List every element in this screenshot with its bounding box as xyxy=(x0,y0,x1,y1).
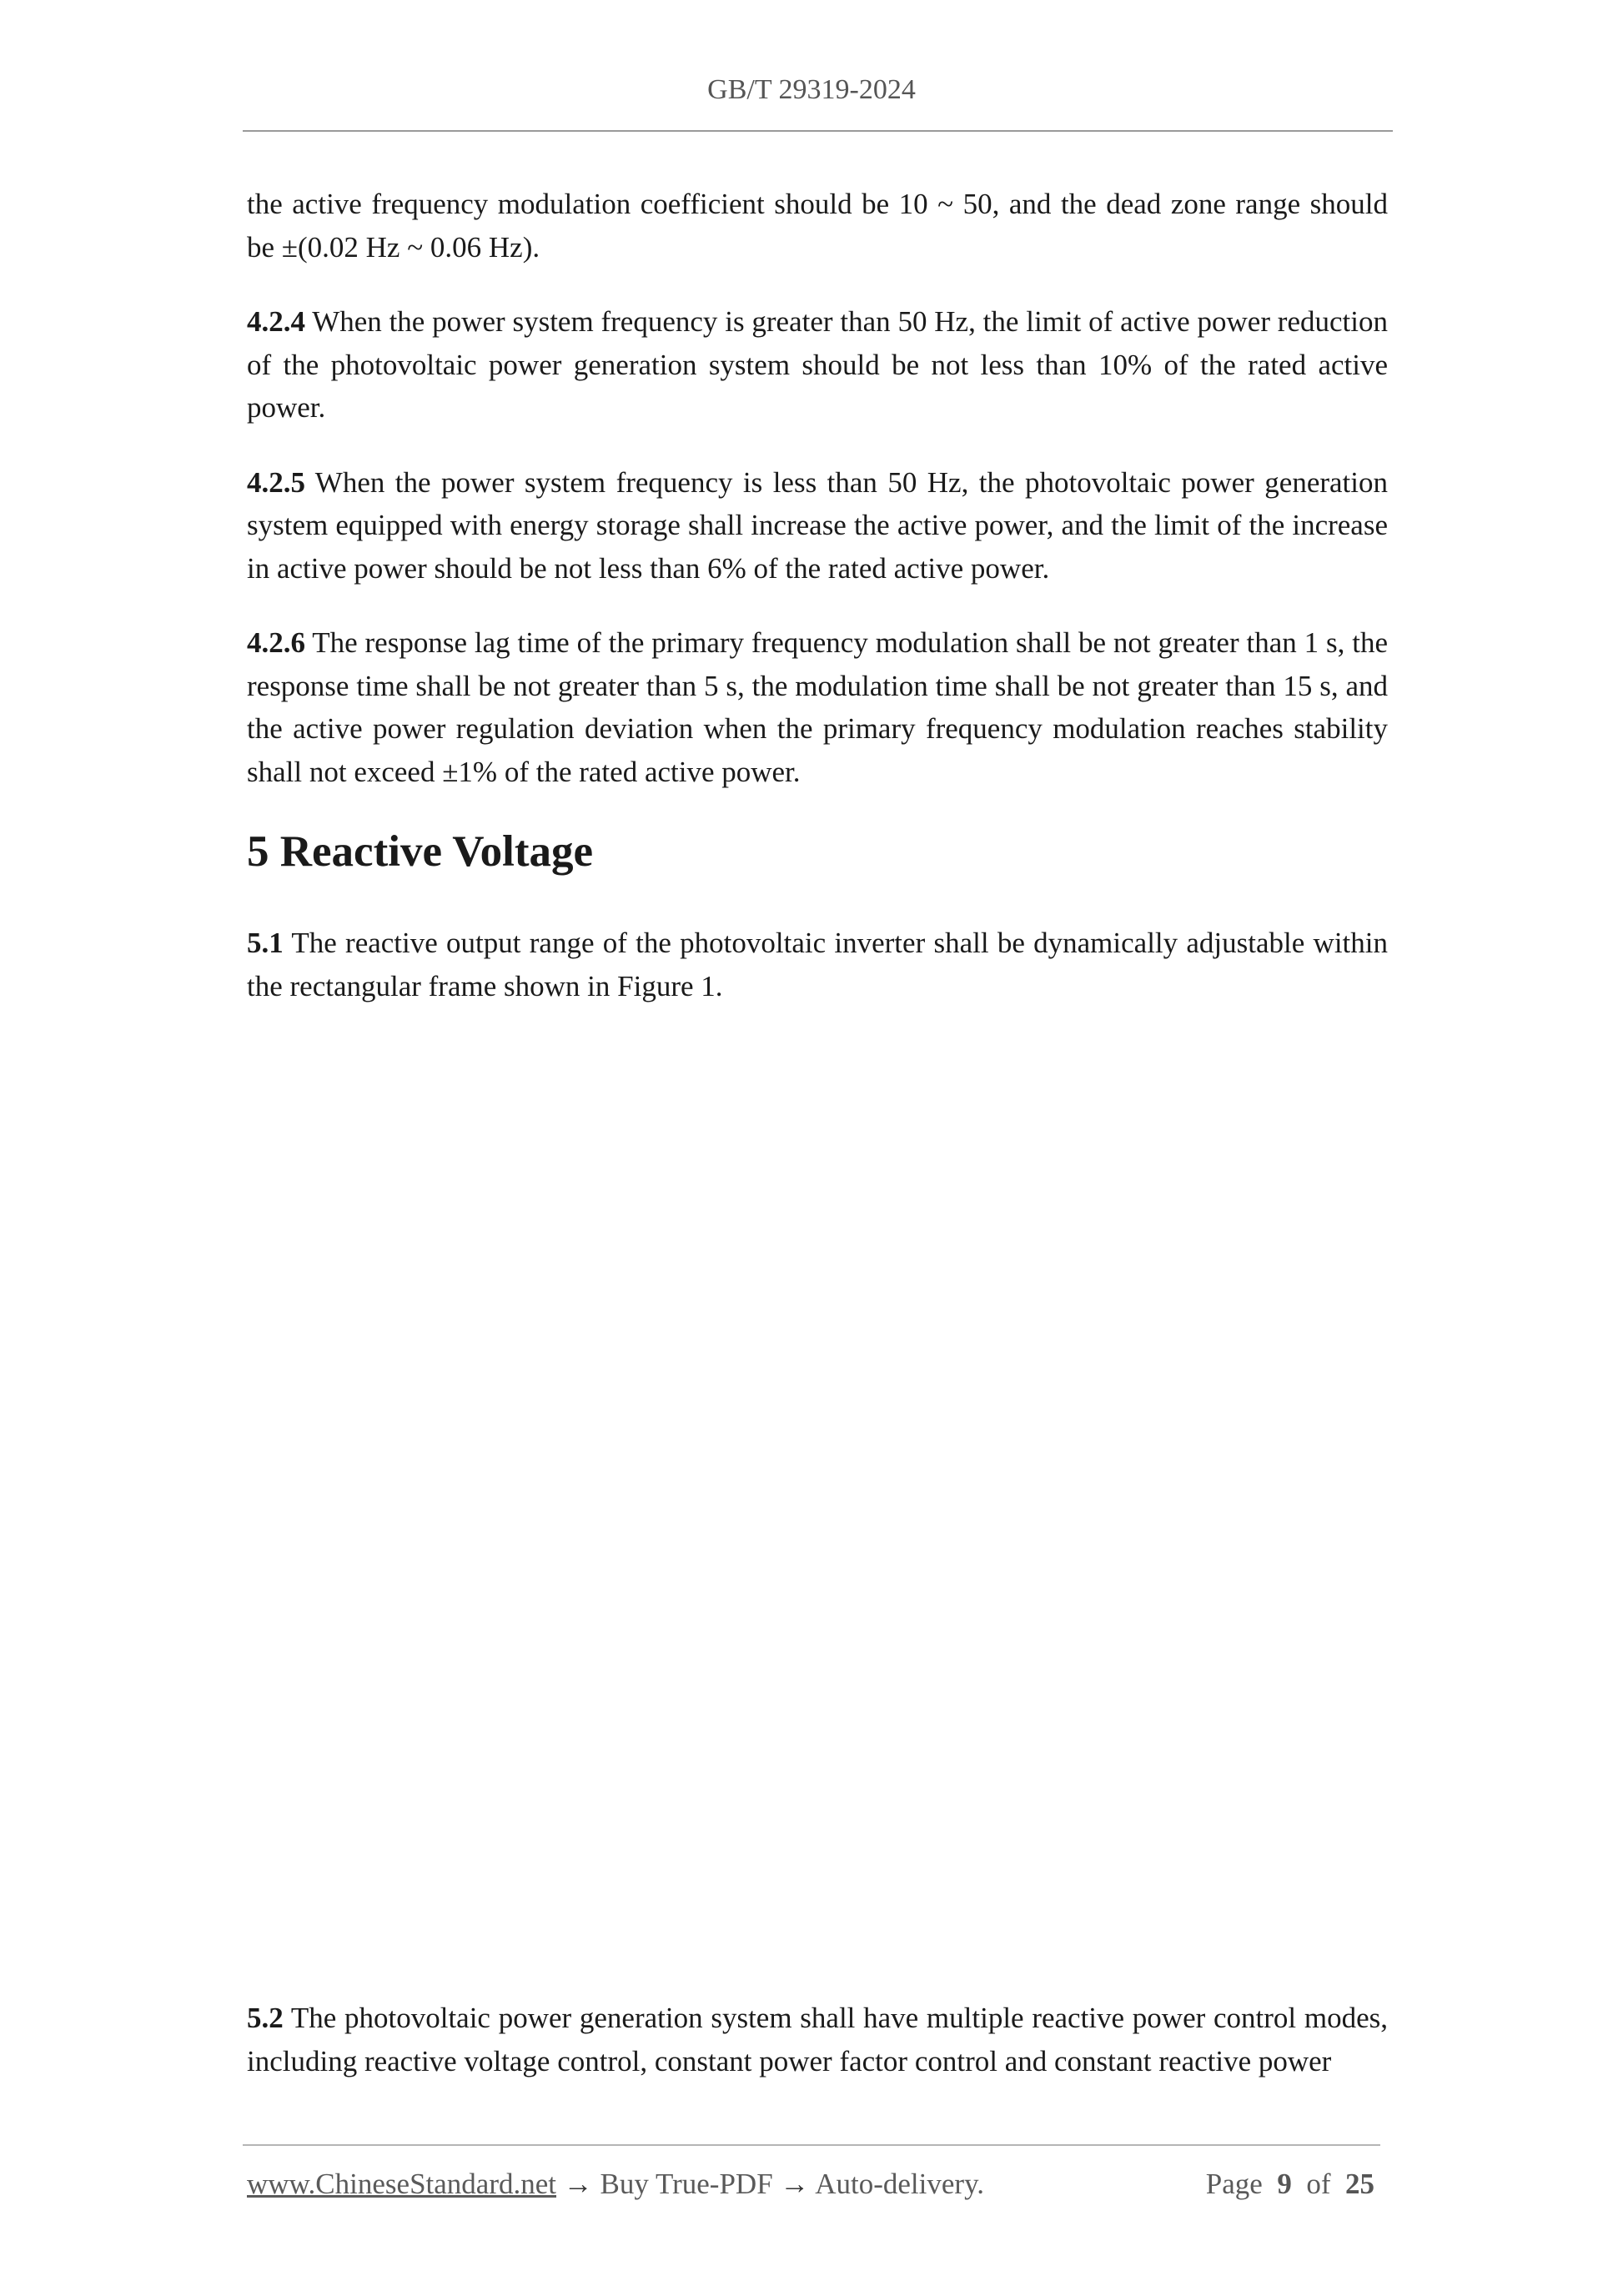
page-indicator xyxy=(1206,2167,1374,2202)
clause-4-2-5 xyxy=(247,461,1388,590)
arrow-right-icon: → xyxy=(780,2168,810,2200)
website-link[interactable]: www.ChineseStandard.net xyxy=(247,2168,556,2200)
page-current: 9 xyxy=(1277,2168,1292,2200)
footer-promo xyxy=(247,2167,984,2202)
clause-number: 5.1 xyxy=(247,927,284,959)
main-content xyxy=(247,183,1388,1039)
page-label: Page xyxy=(1205,2168,1263,2200)
clause-number: 4.2.5 xyxy=(247,465,305,499)
clause-text: The response lag time of the primary frequency modulation shall be not greater than 1 s, the response time shall be not greater than 5 s, the modulation time shall be not greater than 15 s, and the active power regulation deviation when the primary frequency modulation reaches stability shall not exceed ±1% of the rated active power. xyxy=(247,626,1388,788)
header-divider xyxy=(243,130,1393,132)
clause-5-2 xyxy=(247,1997,1388,2082)
paragraph-continuation: the active frequency modulation coefficient should be 10 ~ 50, and the dead zone range should be ±(0.02 Hz ~ 0.06 Hz). xyxy=(247,188,1388,264)
clause-number: 4.2.4 xyxy=(247,305,305,338)
clause-5-1 xyxy=(247,922,1388,1007)
footer-divider xyxy=(243,2144,1380,2146)
page-of: of xyxy=(1306,2168,1331,2200)
clause-text: When the power system frequency is greater than 50 Hz, the limit of active power reduction of the photovoltaic power generation system should be not less than 10% of the rated active power. xyxy=(247,305,1388,424)
section-heading: 5 Reactive Voltage xyxy=(247,827,594,876)
auto-delivery-text: Auto-delivery. xyxy=(809,2168,985,2200)
buy-pdf-text: Buy True-PDF xyxy=(592,2168,781,2200)
arrow-right-icon: → xyxy=(563,2168,593,2200)
clause-text: The reactive output range of the photovoltaic inverter shall be dynamically adjustable within the rectangular frame shown in Figure 1. xyxy=(247,927,1388,1002)
clause-4-2-6 xyxy=(247,621,1388,793)
figure-placeholder xyxy=(247,1034,1388,1952)
main-content-continued xyxy=(247,1997,1388,2114)
clause-number: 4.2.6 xyxy=(247,626,305,659)
clause-number: 5.2 xyxy=(247,2002,284,2034)
clause-4-2-4 xyxy=(247,300,1388,430)
clause-text: The photovoltaic power generation system shall have multiple reactive power control modes, including reactive voltage control, constant power factor control and constant reactive power xyxy=(247,2002,1388,2077)
running-header: GB/T 29319-2024 xyxy=(707,74,916,105)
page-total: 25 xyxy=(1345,2168,1374,2200)
clause-text: When the power system frequency is less than 50 Hz, the photovoltaic power generation system equipped with energy storage shall increase the active power, and the limit of the increase in active power should be not less than 6% of the rated active power. xyxy=(247,465,1388,585)
